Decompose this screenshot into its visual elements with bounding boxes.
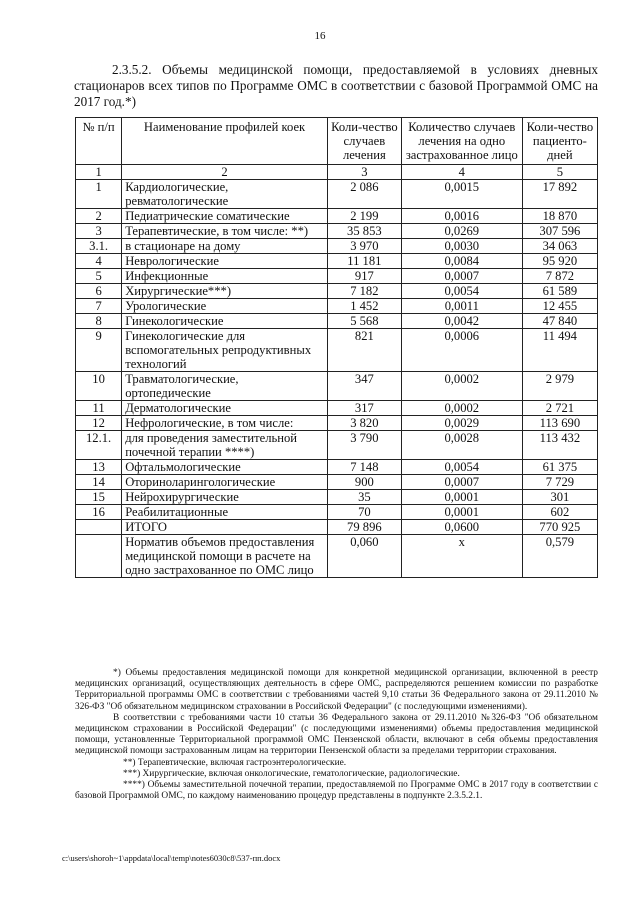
data-table: [75, 117, 598, 578]
table-row: [76, 416, 598, 431]
row-profile: Офтальмологические: [122, 460, 328, 475]
table-header-row: [76, 118, 598, 165]
row-cases-per-person: 0,0600: [401, 520, 522, 535]
row-number: 15: [76, 490, 122, 505]
row-patient-days: 95 920: [522, 254, 597, 269]
row-cases-per-person: 0,0006: [401, 329, 522, 372]
row-patient-days: 61 375: [522, 460, 597, 475]
row-number: 3: [76, 224, 122, 239]
row-cases: 2 086: [327, 180, 401, 209]
table-row: [76, 372, 598, 401]
row-profile: Педиатрические соматические: [122, 209, 328, 224]
row-cases-per-person: 0,0029: [401, 416, 522, 431]
row-patient-days: 17 892: [522, 180, 597, 209]
table-row: [76, 460, 598, 475]
row-patient-days: 301: [522, 490, 597, 505]
row-cases-per-person: 0,0011: [401, 299, 522, 314]
row-number: 4: [76, 254, 122, 269]
row-cases-per-person: 0,0002: [401, 372, 522, 401]
row-profile: ИТОГО: [122, 520, 328, 535]
index-cell: 4: [401, 165, 522, 180]
row-patient-days: 18 870: [522, 209, 597, 224]
index-cell: 5: [522, 165, 597, 180]
row-cases: 900: [327, 475, 401, 490]
table-row: [76, 284, 598, 299]
row-number: 10: [76, 372, 122, 401]
row-cases-per-person: 0,0269: [401, 224, 522, 239]
row-patient-days: 7 729: [522, 475, 597, 490]
row-patient-days: 11 494: [522, 329, 597, 372]
table-row: [76, 239, 598, 254]
row-cases: 317: [327, 401, 401, 416]
row-number: [76, 535, 122, 578]
row-cases-per-person: 0,0042: [401, 314, 522, 329]
row-number: 13: [76, 460, 122, 475]
row-number: 5: [76, 269, 122, 284]
row-patient-days: 113 432: [522, 431, 597, 460]
file-path: c:\users\shoroh~1\appdata\local\temp\notes6030c8\537-пп.docx: [62, 853, 281, 863]
row-profile: Урологические: [122, 299, 328, 314]
row-cases: 1 452: [327, 299, 401, 314]
table-row: [76, 329, 598, 372]
row-profile: в стационаре на дому: [122, 239, 328, 254]
row-profile: Реабилитационные: [122, 505, 328, 520]
row-cases: 79 896: [327, 520, 401, 535]
row-cases-per-person: 0,0054: [401, 460, 522, 475]
row-profile: Кардиологические, ревматологические: [122, 180, 328, 209]
index-row: [76, 165, 598, 180]
row-profile: Неврологические: [122, 254, 328, 269]
header-cases: Коли-чество случаев лечения: [327, 118, 401, 165]
row-number: 12.1.: [76, 431, 122, 460]
row-profile: Терапевтические, в том числе: **): [122, 224, 328, 239]
row-cases: 70: [327, 505, 401, 520]
row-patient-days: 47 840: [522, 314, 597, 329]
row-cases: 917: [327, 269, 401, 284]
table-row: [76, 314, 598, 329]
row-cases-per-person: х: [401, 535, 522, 578]
row-profile: Дерматологические: [122, 401, 328, 416]
row-cases-per-person: 0,0001: [401, 505, 522, 520]
row-number: [76, 520, 122, 535]
row-profile: Нейрохирургические: [122, 490, 328, 505]
row-number: 3.1.: [76, 239, 122, 254]
row-number: 16: [76, 505, 122, 520]
row-cases: 5 568: [327, 314, 401, 329]
row-patient-days: 2 721: [522, 401, 597, 416]
row-cases: 2 199: [327, 209, 401, 224]
row-number: 2: [76, 209, 122, 224]
row-number: 14: [76, 475, 122, 490]
index-cell: 1: [76, 165, 122, 180]
footnote-4: ***) Хирургические, включая онкологические, гематологические, радиологические.: [123, 768, 460, 779]
row-patient-days: 113 690: [522, 416, 597, 431]
row-number: 9: [76, 329, 122, 372]
footnote-5: ****) Объемы заместительной почечной терапии, предоставляемой по Программе ОМС в 2017 году в соответствии с базовой Программой ОМС, по каждому наименованию процедур представлены в подпункте 2.3.5.2.1.: [75, 780, 598, 802]
row-profile: Норматив объемов предоставления медицинской помощи в расчете на одно застрахованное по ОМС лицо: [122, 535, 328, 578]
table-body: [76, 165, 598, 578]
row-patient-days: 770 925: [522, 520, 597, 535]
row-cases: 821: [327, 329, 401, 372]
table-row: [76, 520, 598, 535]
footnote-3: **) Терапевтические, включая гастроэнтерологические.: [123, 757, 347, 768]
row-cases-per-person: 0,0001: [401, 490, 522, 505]
header-patient-days: Коли-чество пациенто-дней: [522, 118, 597, 165]
footnotes: [75, 668, 598, 802]
row-profile: Оториноларингологические: [122, 475, 328, 490]
row-number: 11: [76, 401, 122, 416]
row-profile: Гинекологические для вспомогательных репродуктивных технологий: [122, 329, 328, 372]
row-cases: 35 853: [327, 224, 401, 239]
row-cases: 7 148: [327, 460, 401, 475]
row-patient-days: 7 872: [522, 269, 597, 284]
footnote-1: *) Объемы предоставления медицинской помощи для конкретной медицинской организации, включенной в реестр медицинских организаций, осуществляющих деятельность в сфере ОМС, распределяются решением комиссии по разработке Территориальной программы ОМС в соответствии с требованиями частей 9,10 статьи 36 Федерального закона от 29.11.2010 № 326-ФЗ "Об обязательном медицинском страховании в Российской Федерации" (с последующими изменениями).: [75, 668, 598, 712]
table-row: [76, 180, 598, 209]
row-cases-per-person: 0,0007: [401, 475, 522, 490]
table-row: [76, 224, 598, 239]
row-patient-days: 307 596: [522, 224, 597, 239]
row-cases: 3 790: [327, 431, 401, 460]
row-cases-per-person: 0,0028: [401, 431, 522, 460]
row-cases: 3 820: [327, 416, 401, 431]
row-patient-days: 0,579: [522, 535, 597, 578]
row-profile: Хирургические***): [122, 284, 328, 299]
section-heading: 2.3.5.2. Объемы медицинской помощи, предоставляемой в условиях дневных стационаров всех типов по Программе ОМС в соответствии с базовой Программой ОМС на 2017 год.*): [74, 62, 598, 109]
table-row: [76, 431, 598, 460]
index-cell: 3: [327, 165, 401, 180]
table-row: [76, 490, 598, 505]
row-cases: 0,060: [327, 535, 401, 578]
table-row: [76, 209, 598, 224]
row-profile: для проведения заместительной почечной терапии ****): [122, 431, 328, 460]
row-cases-per-person: 0,0030: [401, 239, 522, 254]
row-cases: 11 181: [327, 254, 401, 269]
table-row: [76, 254, 598, 269]
header-profile: Наименование профилей коек: [122, 118, 328, 165]
row-patient-days: 602: [522, 505, 597, 520]
row-patient-days: 61 589: [522, 284, 597, 299]
row-profile: Нефрологические, в том числе:: [122, 416, 328, 431]
table-row: [76, 299, 598, 314]
row-patient-days: 34 063: [522, 239, 597, 254]
row-number: 7: [76, 299, 122, 314]
table-row: [76, 269, 598, 284]
page-number: 16: [314, 30, 326, 42]
row-cases-per-person: 0,0054: [401, 284, 522, 299]
row-cases: 35: [327, 490, 401, 505]
row-cases: 347: [327, 372, 401, 401]
row-number: 12: [76, 416, 122, 431]
row-patient-days: 12 455: [522, 299, 597, 314]
row-profile: Инфекционные: [122, 269, 328, 284]
row-cases: 3 970: [327, 239, 401, 254]
row-profile: Гинекологические: [122, 314, 328, 329]
table-row: [76, 535, 598, 578]
row-cases-per-person: 0,0015: [401, 180, 522, 209]
table-row: [76, 505, 598, 520]
header-num: № п/п: [76, 118, 122, 165]
row-cases-per-person: 0,0016: [401, 209, 522, 224]
row-cases-per-person: 0,0084: [401, 254, 522, 269]
index-cell: 2: [122, 165, 328, 180]
row-number: 6: [76, 284, 122, 299]
row-cases-per-person: 0,0007: [401, 269, 522, 284]
row-profile: Травматологические, ортопедические: [122, 372, 328, 401]
table-row: [76, 475, 598, 490]
table-row: [76, 401, 598, 416]
row-number: 1: [76, 180, 122, 209]
row-patient-days: 2 979: [522, 372, 597, 401]
row-number: 8: [76, 314, 122, 329]
row-cases-per-person: 0,0002: [401, 401, 522, 416]
footnote-2: В соответствии с требованиями части 10 статьи 36 Федерального закона от 29.11.2010 №326-ФЗ "Об обязательном медицинском страховании в Российской Федерации" (с последующими изменениями) объемы предоставления медицинской помощи, установленные Территориальной программой ОМС Пензенской области, включают в себя объемы предоставления медицинской помощи застрахованным лицам на территории Пензенской области за пределами территории страхования.: [75, 712, 598, 757]
row-cases: 7 182: [327, 284, 401, 299]
header-cases-per-person: Количество случаев лечения на одно застрахованное лицо: [401, 118, 522, 165]
